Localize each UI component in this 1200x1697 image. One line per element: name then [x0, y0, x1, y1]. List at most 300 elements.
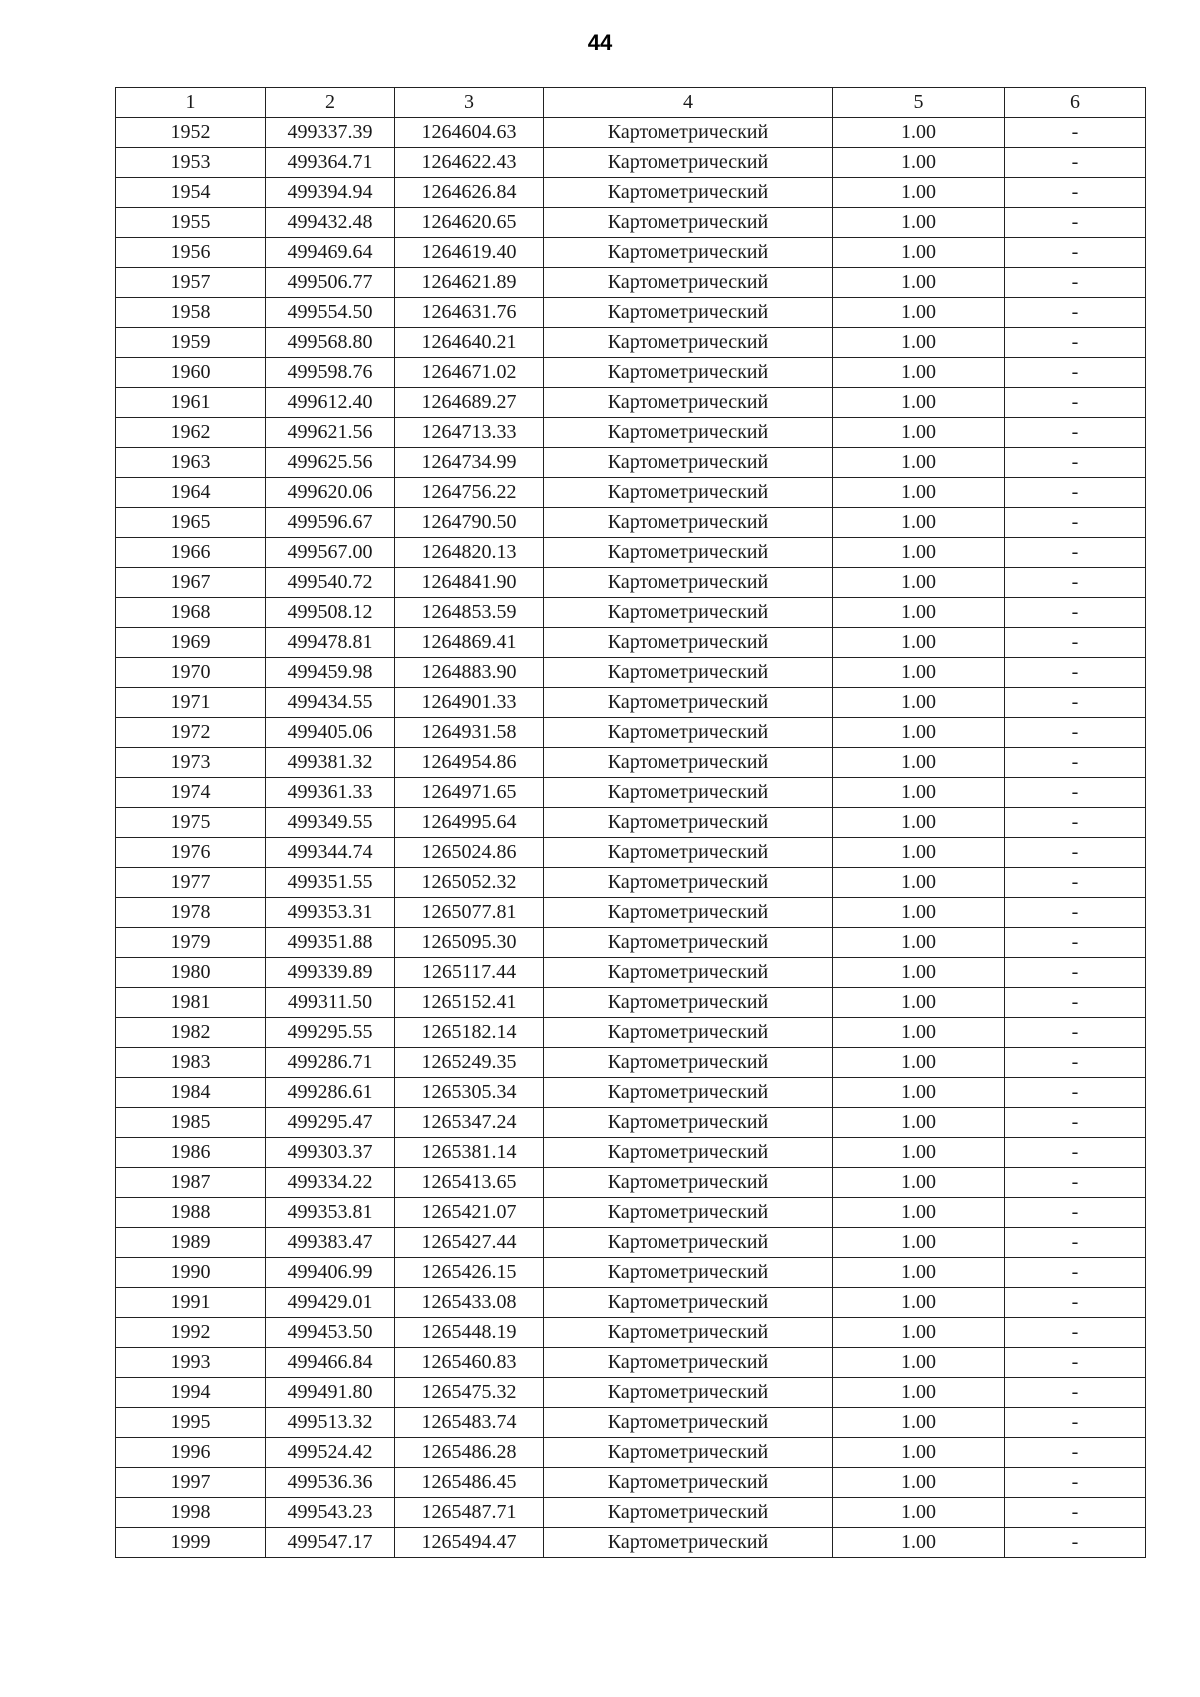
table-row	[116, 478, 1146, 508]
x-coordinate-cell: 499540.72	[266, 568, 395, 598]
accuracy-cell: 1.00	[833, 1228, 1005, 1258]
point-number-cell: 1981	[116, 988, 266, 1018]
accuracy-cell: 1.00	[833, 1408, 1005, 1438]
point-number-cell: 1999	[116, 1528, 266, 1558]
method-cell: Картометрический	[544, 1018, 833, 1048]
y-coordinate-cell: 1265483.74	[395, 1408, 544, 1438]
y-coordinate-cell: 1264631.76	[395, 298, 544, 328]
method-cell: Картометрический	[544, 628, 833, 658]
point-number-cell: 1971	[116, 688, 266, 718]
description-cell: -	[1005, 838, 1146, 868]
table-row	[116, 1228, 1146, 1258]
column-header: 5	[833, 88, 1005, 118]
y-coordinate-cell: 1265433.08	[395, 1288, 544, 1318]
accuracy-cell: 1.00	[833, 178, 1005, 208]
description-cell: -	[1005, 1408, 1146, 1438]
point-number-cell: 1963	[116, 448, 266, 478]
description-cell: -	[1005, 1228, 1146, 1258]
x-coordinate-cell: 499508.12	[266, 598, 395, 628]
x-coordinate-cell: 499383.47	[266, 1228, 395, 1258]
method-cell: Картометрический	[544, 478, 833, 508]
x-coordinate-cell: 499286.71	[266, 1048, 395, 1078]
x-coordinate-cell: 499567.00	[266, 538, 395, 568]
table-row	[116, 658, 1146, 688]
method-cell: Картометрический	[544, 358, 833, 388]
point-number-cell: 1954	[116, 178, 266, 208]
table-row	[116, 388, 1146, 418]
accuracy-cell: 1.00	[833, 718, 1005, 748]
accuracy-cell: 1.00	[833, 748, 1005, 778]
accuracy-cell: 1.00	[833, 1288, 1005, 1318]
y-coordinate-cell: 1264671.02	[395, 358, 544, 388]
y-coordinate-cell: 1265421.07	[395, 1198, 544, 1228]
description-cell: -	[1005, 928, 1146, 958]
table-row	[116, 508, 1146, 538]
method-cell: Картометрический	[544, 868, 833, 898]
method-cell: Картометрический	[544, 208, 833, 238]
method-cell: Картометрический	[544, 1048, 833, 1078]
y-coordinate-cell: 1265347.24	[395, 1108, 544, 1138]
description-cell: -	[1005, 1318, 1146, 1348]
table-row	[116, 1528, 1146, 1558]
x-coordinate-cell: 499568.80	[266, 328, 395, 358]
table-row	[116, 598, 1146, 628]
method-cell: Картометрический	[544, 1408, 833, 1438]
method-cell: Картометрический	[544, 1528, 833, 1558]
description-cell: -	[1005, 598, 1146, 628]
accuracy-cell: 1.00	[833, 778, 1005, 808]
y-coordinate-cell: 1265182.14	[395, 1018, 544, 1048]
table-row	[116, 718, 1146, 748]
y-coordinate-cell: 1265152.41	[395, 988, 544, 1018]
point-number-cell: 1987	[116, 1168, 266, 1198]
accuracy-cell: 1.00	[833, 1468, 1005, 1498]
description-cell: -	[1005, 478, 1146, 508]
point-number-cell: 1968	[116, 598, 266, 628]
accuracy-cell: 1.00	[833, 148, 1005, 178]
method-cell: Картометрический	[544, 568, 833, 598]
column-header: 4	[544, 88, 833, 118]
table-row	[116, 1108, 1146, 1138]
table-row	[116, 1078, 1146, 1108]
y-coordinate-cell: 1265052.32	[395, 868, 544, 898]
point-number-cell: 1985	[116, 1108, 266, 1138]
table-row	[116, 898, 1146, 928]
method-cell: Картометрический	[544, 748, 833, 778]
accuracy-cell: 1.00	[833, 1318, 1005, 1348]
table-row	[116, 208, 1146, 238]
table-row	[116, 358, 1146, 388]
description-cell: -	[1005, 1438, 1146, 1468]
description-cell: -	[1005, 1258, 1146, 1288]
point-number-cell: 1953	[116, 148, 266, 178]
point-number-cell: 1959	[116, 328, 266, 358]
description-cell: -	[1005, 1288, 1146, 1318]
table-row	[116, 1408, 1146, 1438]
x-coordinate-cell: 499536.36	[266, 1468, 395, 1498]
method-cell: Картометрический	[544, 178, 833, 208]
x-coordinate-cell: 499311.50	[266, 988, 395, 1018]
table-row	[116, 748, 1146, 778]
description-cell: -	[1005, 1138, 1146, 1168]
point-number-cell: 1989	[116, 1228, 266, 1258]
method-cell: Картометрический	[544, 418, 833, 448]
description-cell: -	[1005, 1078, 1146, 1108]
accuracy-cell: 1.00	[833, 1018, 1005, 1048]
y-coordinate-cell: 1265305.34	[395, 1078, 544, 1108]
accuracy-cell: 1.00	[833, 598, 1005, 628]
point-number-cell: 1986	[116, 1138, 266, 1168]
method-cell: Картометрический	[544, 328, 833, 358]
y-coordinate-cell: 1265024.86	[395, 838, 544, 868]
table-row	[116, 928, 1146, 958]
y-coordinate-cell: 1265460.83	[395, 1348, 544, 1378]
description-cell: -	[1005, 868, 1146, 898]
accuracy-cell: 1.00	[833, 958, 1005, 988]
x-coordinate-cell: 499524.42	[266, 1438, 395, 1468]
point-number-cell: 1964	[116, 478, 266, 508]
description-cell: -	[1005, 1378, 1146, 1408]
y-coordinate-cell: 1265117.44	[395, 958, 544, 988]
method-cell: Картометрический	[544, 238, 833, 268]
point-number-cell: 1958	[116, 298, 266, 328]
table-row	[116, 448, 1146, 478]
x-coordinate-cell: 499620.06	[266, 478, 395, 508]
point-number-cell: 1998	[116, 1498, 266, 1528]
y-coordinate-cell: 1264622.43	[395, 148, 544, 178]
method-cell: Картометрический	[544, 1138, 833, 1168]
accuracy-cell: 1.00	[833, 1138, 1005, 1168]
description-cell: -	[1005, 1498, 1146, 1528]
table-row	[116, 958, 1146, 988]
x-coordinate-cell: 499406.99	[266, 1258, 395, 1288]
method-cell: Картометрический	[544, 1108, 833, 1138]
accuracy-cell: 1.00	[833, 1498, 1005, 1528]
description-cell: -	[1005, 1108, 1146, 1138]
description-cell: -	[1005, 778, 1146, 808]
table-body	[116, 118, 1146, 1558]
table-row	[116, 1258, 1146, 1288]
method-cell: Картометрический	[544, 658, 833, 688]
y-coordinate-cell: 1265077.81	[395, 898, 544, 928]
point-number-cell: 1980	[116, 958, 266, 988]
description-cell: -	[1005, 1198, 1146, 1228]
method-cell: Картометрический	[544, 1348, 833, 1378]
description-cell: -	[1005, 268, 1146, 298]
point-number-cell: 1955	[116, 208, 266, 238]
column-header: 3	[395, 88, 544, 118]
table-row	[116, 1288, 1146, 1318]
method-cell: Картометрический	[544, 1198, 833, 1228]
point-number-cell: 1996	[116, 1438, 266, 1468]
method-cell: Картометрический	[544, 838, 833, 868]
accuracy-cell: 1.00	[833, 568, 1005, 598]
point-number-cell: 1994	[116, 1378, 266, 1408]
point-number-cell: 1997	[116, 1468, 266, 1498]
description-cell: -	[1005, 238, 1146, 268]
x-coordinate-cell: 499466.84	[266, 1348, 395, 1378]
accuracy-cell: 1.00	[833, 298, 1005, 328]
x-coordinate-cell: 499349.55	[266, 808, 395, 838]
accuracy-cell: 1.00	[833, 1348, 1005, 1378]
column-header: 1	[116, 88, 266, 118]
method-cell: Картометрический	[544, 1378, 833, 1408]
accuracy-cell: 1.00	[833, 1078, 1005, 1108]
point-number-cell: 1952	[116, 118, 266, 148]
accuracy-cell: 1.00	[833, 1198, 1005, 1228]
x-coordinate-cell: 499469.64	[266, 238, 395, 268]
x-coordinate-cell: 499337.39	[266, 118, 395, 148]
y-coordinate-cell: 1264790.50	[395, 508, 544, 538]
accuracy-cell: 1.00	[833, 448, 1005, 478]
x-coordinate-cell: 499459.98	[266, 658, 395, 688]
y-coordinate-cell: 1265486.45	[395, 1468, 544, 1498]
method-cell: Картометрический	[544, 508, 833, 538]
table-row	[116, 568, 1146, 598]
method-cell: Картометрический	[544, 1318, 833, 1348]
y-coordinate-cell: 1264853.59	[395, 598, 544, 628]
method-cell: Картометрический	[544, 808, 833, 838]
point-number-cell: 1967	[116, 568, 266, 598]
description-cell: -	[1005, 1018, 1146, 1048]
method-cell: Картометрический	[544, 1078, 833, 1108]
method-cell: Картометрический	[544, 388, 833, 418]
x-coordinate-cell: 499543.23	[266, 1498, 395, 1528]
x-coordinate-cell: 499381.32	[266, 748, 395, 778]
accuracy-cell: 1.00	[833, 478, 1005, 508]
y-coordinate-cell: 1265095.30	[395, 928, 544, 958]
table-row	[116, 418, 1146, 448]
x-coordinate-cell: 499547.17	[266, 1528, 395, 1558]
y-coordinate-cell: 1265413.65	[395, 1168, 544, 1198]
x-coordinate-cell: 499353.31	[266, 898, 395, 928]
description-cell: -	[1005, 418, 1146, 448]
description-cell: -	[1005, 1528, 1146, 1558]
description-cell: -	[1005, 898, 1146, 928]
table-row	[116, 808, 1146, 838]
table-row	[116, 148, 1146, 178]
description-cell: -	[1005, 568, 1146, 598]
description-cell: -	[1005, 118, 1146, 148]
accuracy-cell: 1.00	[833, 838, 1005, 868]
y-coordinate-cell: 1265494.47	[395, 1528, 544, 1558]
method-cell: Картометрический	[544, 1438, 833, 1468]
description-cell: -	[1005, 1348, 1146, 1378]
y-coordinate-cell: 1265426.15	[395, 1258, 544, 1288]
table-row	[116, 1378, 1146, 1408]
method-cell: Картометрический	[544, 928, 833, 958]
point-number-cell: 1966	[116, 538, 266, 568]
table-row	[116, 268, 1146, 298]
method-cell: Картометрический	[544, 268, 833, 298]
x-coordinate-cell: 499513.32	[266, 1408, 395, 1438]
y-coordinate-cell: 1264620.65	[395, 208, 544, 238]
table-row	[116, 238, 1146, 268]
description-cell: -	[1005, 1468, 1146, 1498]
x-coordinate-cell: 499432.48	[266, 208, 395, 238]
method-cell: Картометрический	[544, 778, 833, 808]
y-coordinate-cell: 1264971.65	[395, 778, 544, 808]
point-number-cell: 1992	[116, 1318, 266, 1348]
x-coordinate-cell: 499351.88	[266, 928, 395, 958]
table-row	[116, 298, 1146, 328]
x-coordinate-cell: 499491.80	[266, 1378, 395, 1408]
x-coordinate-cell: 499295.55	[266, 1018, 395, 1048]
accuracy-cell: 1.00	[833, 418, 1005, 448]
y-coordinate-cell: 1265381.14	[395, 1138, 544, 1168]
point-number-cell: 1969	[116, 628, 266, 658]
x-coordinate-cell: 499295.47	[266, 1108, 395, 1138]
description-cell: -	[1005, 718, 1146, 748]
accuracy-cell: 1.00	[833, 1048, 1005, 1078]
x-coordinate-cell: 499344.74	[266, 838, 395, 868]
x-coordinate-cell: 499478.81	[266, 628, 395, 658]
accuracy-cell: 1.00	[833, 688, 1005, 718]
point-number-cell: 1978	[116, 898, 266, 928]
point-number-cell: 1990	[116, 1258, 266, 1288]
column-header: 6	[1005, 88, 1146, 118]
x-coordinate-cell: 499506.77	[266, 268, 395, 298]
accuracy-cell: 1.00	[833, 508, 1005, 538]
x-coordinate-cell: 499625.56	[266, 448, 395, 478]
x-coordinate-cell: 499612.40	[266, 388, 395, 418]
method-cell: Картометрический	[544, 718, 833, 748]
point-number-cell: 1962	[116, 418, 266, 448]
point-number-cell: 1982	[116, 1018, 266, 1048]
method-cell: Картометрический	[544, 298, 833, 328]
table-row	[116, 1048, 1146, 1078]
method-cell: Картометрический	[544, 598, 833, 628]
y-coordinate-cell: 1265486.28	[395, 1438, 544, 1468]
table-row	[116, 628, 1146, 658]
method-cell: Картометрический	[544, 898, 833, 928]
y-coordinate-cell: 1264689.27	[395, 388, 544, 418]
y-coordinate-cell: 1264734.99	[395, 448, 544, 478]
table-row	[116, 1138, 1146, 1168]
description-cell: -	[1005, 658, 1146, 688]
accuracy-cell: 1.00	[833, 628, 1005, 658]
description-cell: -	[1005, 808, 1146, 838]
table-row	[116, 118, 1146, 148]
point-number-cell: 1972	[116, 718, 266, 748]
point-number-cell: 1970	[116, 658, 266, 688]
method-cell: Картометрический	[544, 448, 833, 478]
description-cell: -	[1005, 988, 1146, 1018]
point-number-cell: 1957	[116, 268, 266, 298]
method-cell: Картометрический	[544, 1288, 833, 1318]
table-row	[116, 1438, 1146, 1468]
y-coordinate-cell: 1264756.22	[395, 478, 544, 508]
method-cell: Картометрический	[544, 988, 833, 1018]
description-cell: -	[1005, 358, 1146, 388]
point-number-cell: 1974	[116, 778, 266, 808]
description-cell: -	[1005, 628, 1146, 658]
table-row	[116, 178, 1146, 208]
point-number-cell: 1993	[116, 1348, 266, 1378]
table-row	[116, 988, 1146, 1018]
method-cell: Картометрический	[544, 1498, 833, 1528]
y-coordinate-cell: 1265475.32	[395, 1378, 544, 1408]
accuracy-cell: 1.00	[833, 238, 1005, 268]
x-coordinate-cell: 499596.67	[266, 508, 395, 538]
method-cell: Картометрический	[544, 958, 833, 988]
x-coordinate-cell: 499353.81	[266, 1198, 395, 1228]
point-number-cell: 1956	[116, 238, 266, 268]
y-coordinate-cell: 1264869.41	[395, 628, 544, 658]
accuracy-cell: 1.00	[833, 868, 1005, 898]
x-coordinate-cell: 499286.61	[266, 1078, 395, 1108]
y-coordinate-cell: 1264995.64	[395, 808, 544, 838]
method-cell: Картометрический	[544, 148, 833, 178]
method-cell: Картометрический	[544, 1228, 833, 1258]
y-coordinate-cell: 1265249.35	[395, 1048, 544, 1078]
description-cell: -	[1005, 298, 1146, 328]
accuracy-cell: 1.00	[833, 1168, 1005, 1198]
x-coordinate-cell: 499303.37	[266, 1138, 395, 1168]
x-coordinate-cell: 499429.01	[266, 1288, 395, 1318]
description-cell: -	[1005, 448, 1146, 478]
table-header-row	[116, 88, 1146, 118]
y-coordinate-cell: 1264954.86	[395, 748, 544, 778]
accuracy-cell: 1.00	[833, 388, 1005, 418]
y-coordinate-cell: 1264621.89	[395, 268, 544, 298]
method-cell: Картометрический	[544, 118, 833, 148]
x-coordinate-cell: 499339.89	[266, 958, 395, 988]
accuracy-cell: 1.00	[833, 118, 1005, 148]
y-coordinate-cell: 1265427.44	[395, 1228, 544, 1258]
description-cell: -	[1005, 328, 1146, 358]
accuracy-cell: 1.00	[833, 898, 1005, 928]
column-header: 2	[266, 88, 395, 118]
table-row	[116, 538, 1146, 568]
y-coordinate-cell: 1264713.33	[395, 418, 544, 448]
table-row	[116, 1198, 1146, 1228]
method-cell: Картометрический	[544, 1168, 833, 1198]
x-coordinate-cell: 499394.94	[266, 178, 395, 208]
description-cell: -	[1005, 208, 1146, 238]
x-coordinate-cell: 499361.33	[266, 778, 395, 808]
accuracy-cell: 1.00	[833, 1108, 1005, 1138]
y-coordinate-cell: 1264626.84	[395, 178, 544, 208]
method-cell: Картометрический	[544, 538, 833, 568]
y-coordinate-cell: 1264820.13	[395, 538, 544, 568]
accuracy-cell: 1.00	[833, 988, 1005, 1018]
description-cell: -	[1005, 178, 1146, 208]
accuracy-cell: 1.00	[833, 268, 1005, 298]
y-coordinate-cell: 1264841.90	[395, 568, 544, 598]
accuracy-cell: 1.00	[833, 538, 1005, 568]
x-coordinate-cell: 499364.71	[266, 148, 395, 178]
y-coordinate-cell: 1264883.90	[395, 658, 544, 688]
x-coordinate-cell: 499405.06	[266, 718, 395, 748]
description-cell: -	[1005, 388, 1146, 418]
y-coordinate-cell: 1265448.19	[395, 1318, 544, 1348]
point-number-cell: 1979	[116, 928, 266, 958]
description-cell: -	[1005, 688, 1146, 718]
x-coordinate-cell: 499453.50	[266, 1318, 395, 1348]
table-row	[116, 1018, 1146, 1048]
description-cell: -	[1005, 508, 1146, 538]
y-coordinate-cell: 1264640.21	[395, 328, 544, 358]
description-cell: -	[1005, 1168, 1146, 1198]
table-row	[116, 688, 1146, 718]
point-number-cell: 1960	[116, 358, 266, 388]
point-number-cell: 1975	[116, 808, 266, 838]
x-coordinate-cell: 499554.50	[266, 298, 395, 328]
accuracy-cell: 1.00	[833, 808, 1005, 838]
x-coordinate-cell: 499621.56	[266, 418, 395, 448]
point-number-cell: 1973	[116, 748, 266, 778]
